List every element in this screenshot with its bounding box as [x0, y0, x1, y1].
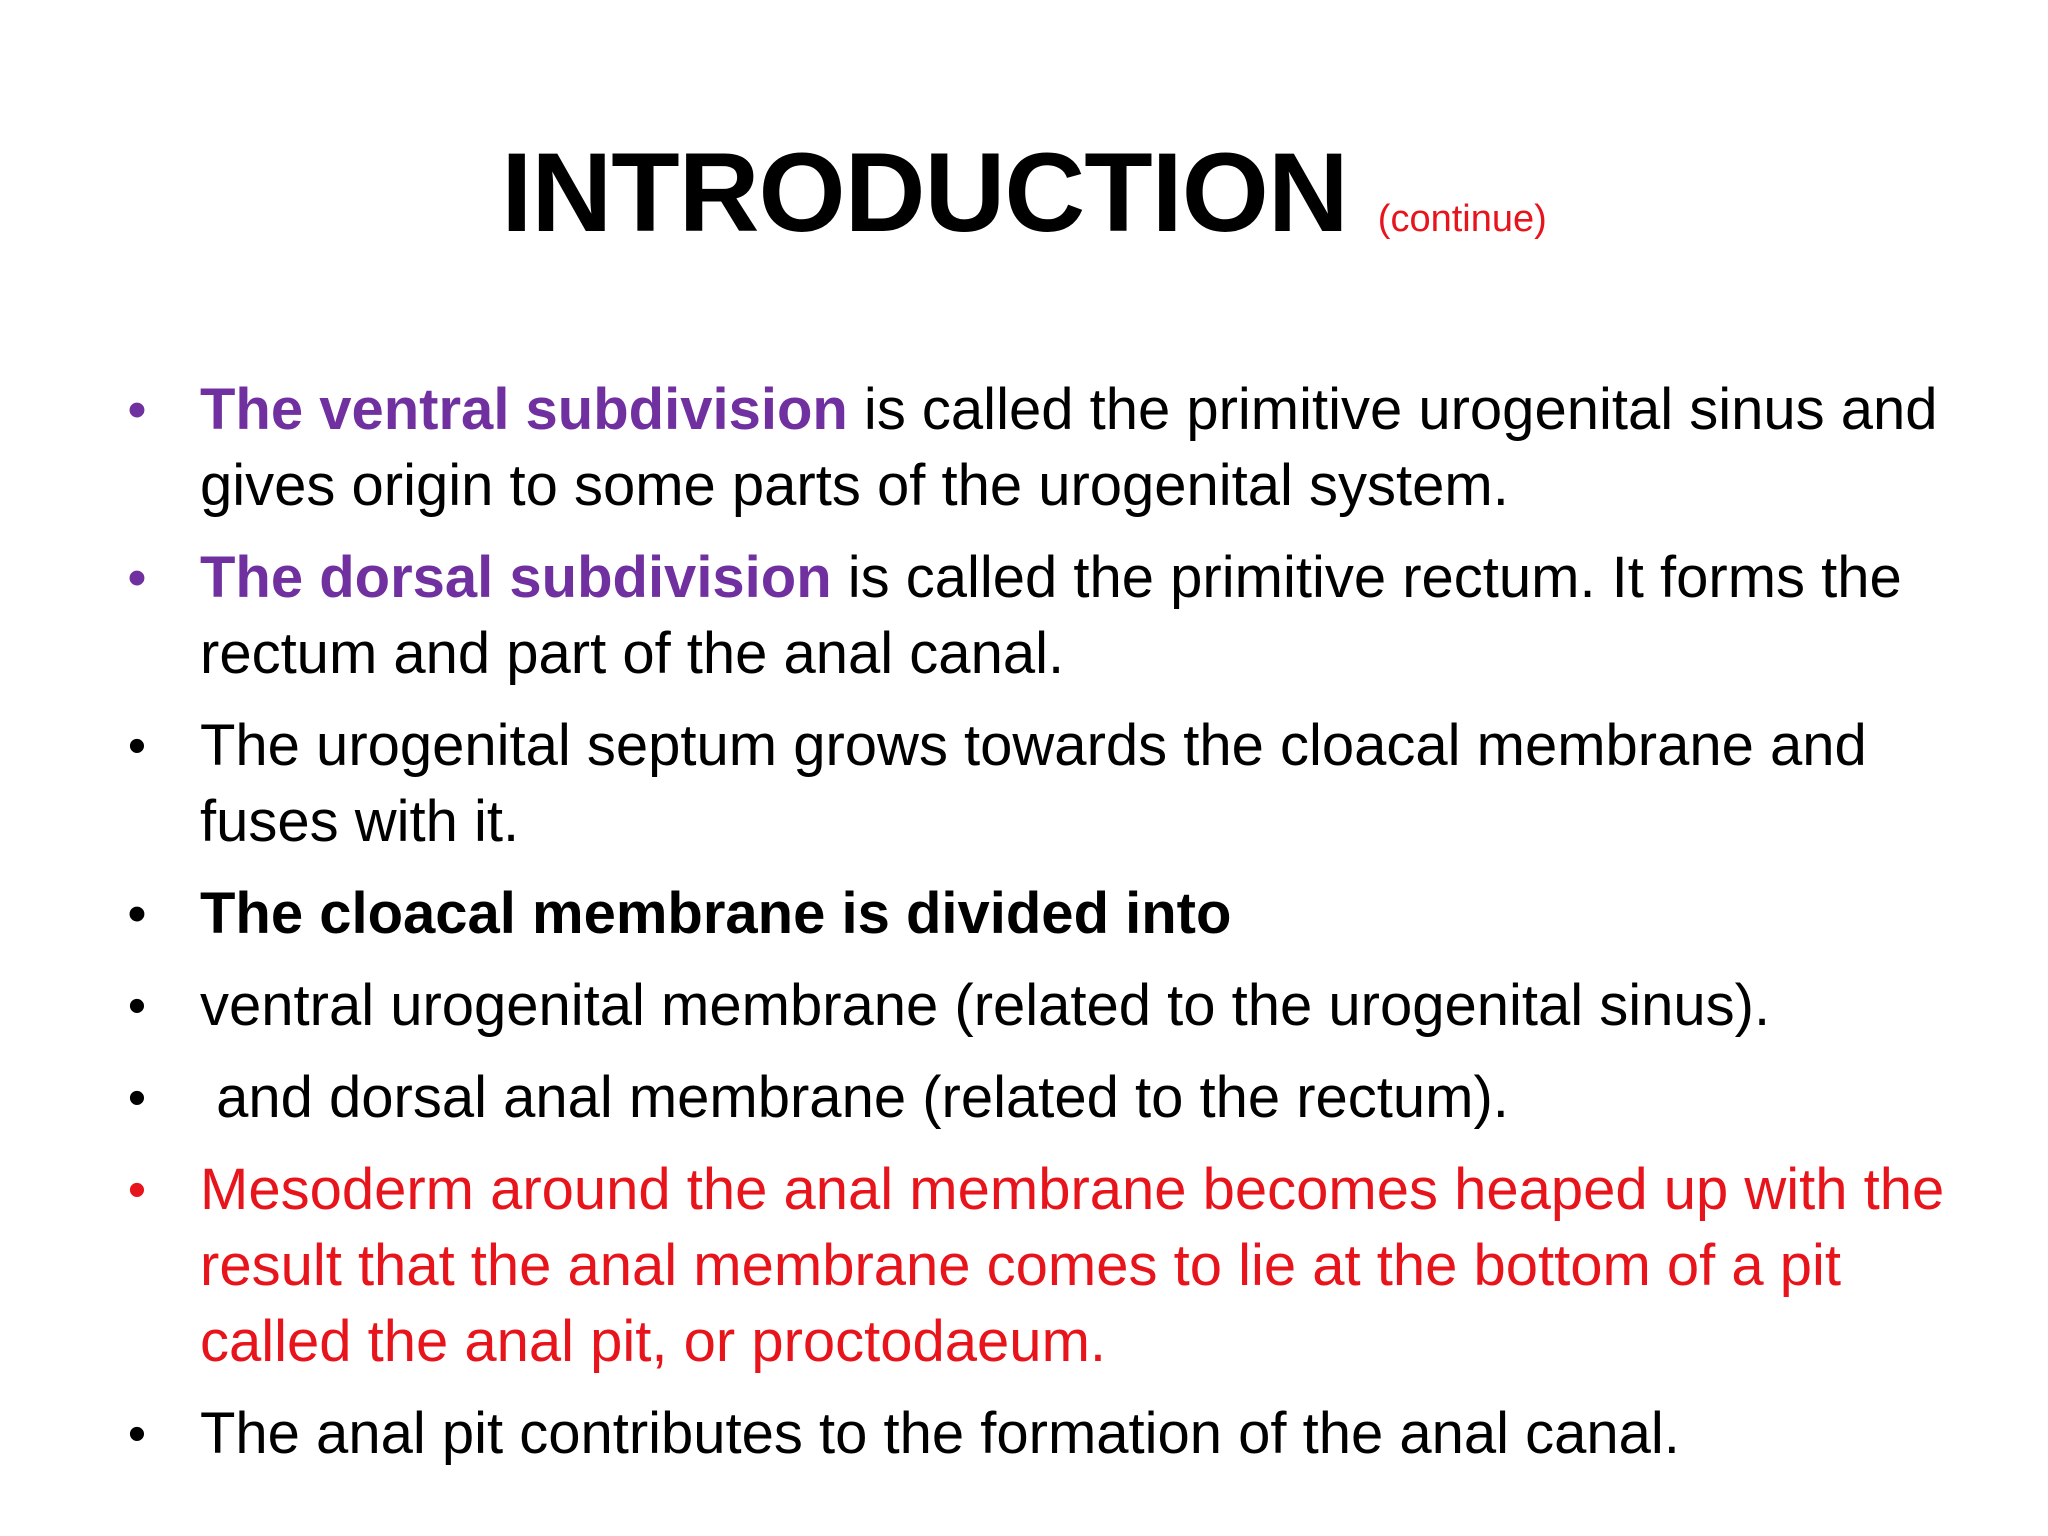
bullet-lead: The dorsal subdivision [200, 545, 832, 610]
bullet-ventral-urogenital-membrane [120, 968, 1960, 1044]
bullet-icon: • [127, 1405, 147, 1463]
bullet-text: is called the primitive urogenital sinus and gives origin to some parts of the urogenital system. [200, 377, 1938, 518]
bullet-list [120, 372, 1960, 1488]
bullet-dorsal-anal-membrane [120, 1060, 1960, 1136]
bullet-text: The anal pit contributes to the formation of the anal canal. [200, 1401, 1680, 1466]
bullet-icon: • [127, 717, 147, 775]
bullet-anal-pit [120, 1396, 1960, 1472]
bullet-text: and dorsal anal membrane (related to the rectum). [200, 1065, 1509, 1130]
bullet-dorsal-subdivision [120, 540, 1960, 692]
bullet-text: The cloacal membrane is divided into [200, 881, 1232, 946]
bullet-icon: • [127, 885, 147, 943]
bullet-text: Mesoderm around the anal membrane becomes heaped up with the result that the anal membrane comes to lie at the bottom of a pit called the anal pit, or proctodaeum. [200, 1157, 1945, 1374]
bullet-lead: The ventral subdivision [200, 377, 848, 442]
bullet-mesoderm [120, 1152, 1960, 1380]
bullet-ventral-subdivision [120, 372, 1960, 524]
title-row [0, 128, 2048, 257]
bullet-icon: • [127, 977, 147, 1035]
bullet-icon: • [127, 549, 147, 607]
slide-title: INTRODUCTION [501, 130, 1348, 255]
bullet-urogenital-septum [120, 708, 1960, 860]
bullet-text: is called the primitive rectum. It forms the rectum and part of the anal canal. [200, 545, 1902, 686]
bullet-icon: • [127, 1069, 147, 1127]
slide-subtitle: (continue) [1377, 198, 1547, 240]
bullet-icon: • [127, 381, 147, 439]
bullet-text: The urogenital septum grows towards the cloacal membrane and fuses with it. [200, 713, 1867, 854]
bullet-cloacal-membrane [120, 876, 1960, 952]
bullet-icon: • [127, 1161, 147, 1219]
bullet-text: ventral urogenital membrane (related to the urogenital sinus). [200, 973, 1771, 1038]
